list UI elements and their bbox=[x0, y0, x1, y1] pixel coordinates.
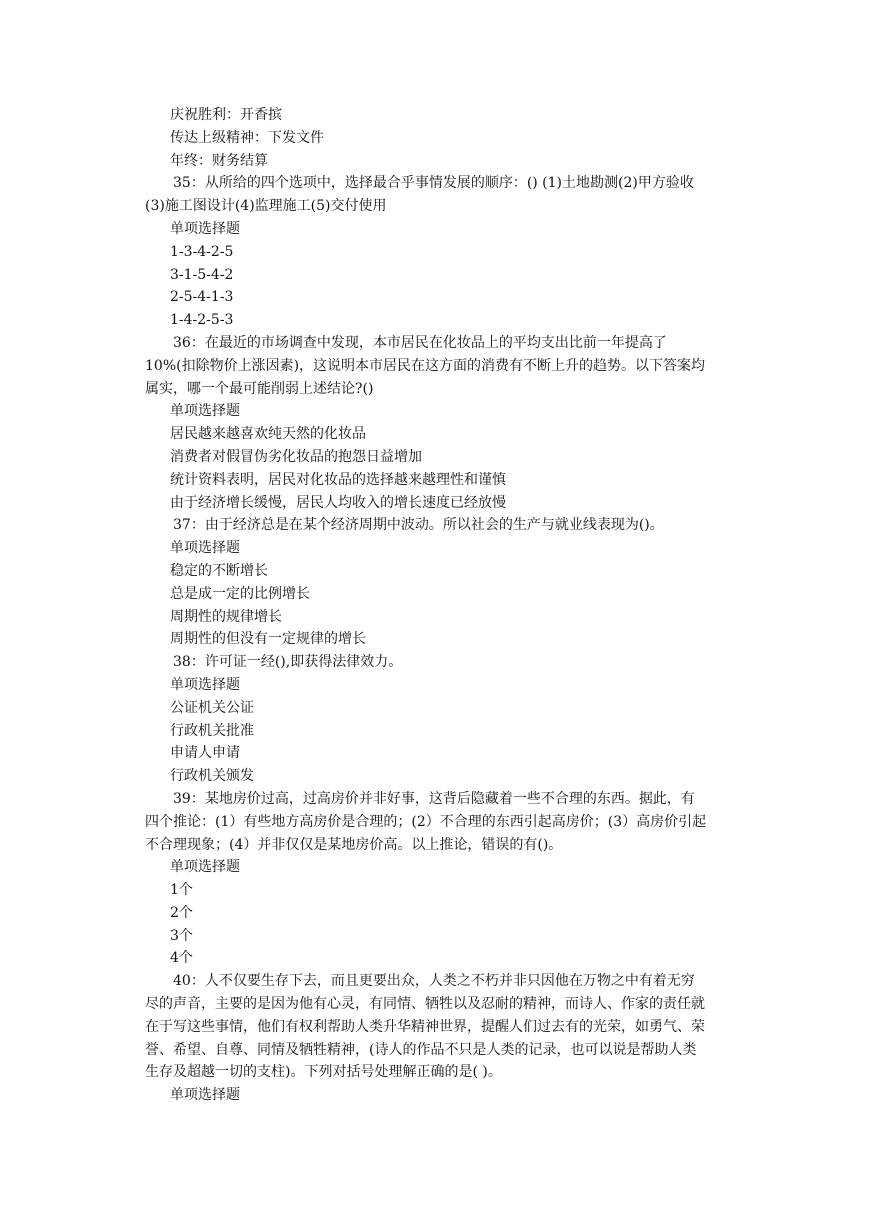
option: 申请人申请 bbox=[170, 745, 240, 762]
option: 1个 bbox=[170, 882, 193, 899]
option: 稳定的不断增长 bbox=[170, 562, 268, 579]
option: 3-1-5-4-2 bbox=[170, 266, 234, 283]
option: 总是成一定的比例增长 bbox=[170, 585, 310, 602]
intro-line: 传达上级精神：下发文件 bbox=[170, 129, 324, 146]
question-stem: 不合理现象；(4）并非仅仅是某地房价高。以上推论，错误的有()。 bbox=[145, 836, 563, 853]
question-stem: 10%(扣除物价上涨因素)，这说明本市居民在这方面的消费有不断上升的趋势。以下答案均 bbox=[145, 357, 706, 374]
question-type: 单项选择题 bbox=[170, 1087, 240, 1104]
question-stem: 四个推论：(1）有些地方高房价是合理的；(2）不合理的东西引起高房价；(3）高房价引起 bbox=[145, 813, 707, 830]
option: 消费者对假冒伪劣化妆品的抱怨日益增加 bbox=[170, 448, 422, 465]
question-39 bbox=[145, 788, 725, 970]
question-35 bbox=[145, 172, 725, 332]
intro-line: 年终：财务结算 bbox=[170, 152, 268, 169]
question-type: 单项选择题 bbox=[170, 540, 240, 557]
question-type: 单项选择题 bbox=[170, 676, 240, 693]
question-stem: 尽的声音，主要的是因为他有心灵，有同情、牺牲以及忍耐的精神，而诗人、作家的责任就 bbox=[145, 996, 705, 1013]
question-stem: 40：人不仅要生存下去，而且更要出众，人类之不朽并非只因他在万物之中有着无穷 bbox=[173, 973, 695, 990]
question-stem: 36：在最近的市场调查中发现，本市居民在化妆品上的平均支出比前一年提高了 bbox=[173, 334, 667, 351]
question-37 bbox=[145, 514, 725, 651]
question-40 bbox=[145, 970, 725, 1107]
option: 统计资料表明，居民对化妆品的选择越来越理性和谨慎 bbox=[170, 471, 506, 488]
option: 公证机关公证 bbox=[170, 699, 254, 716]
question-stem: 37：由于经济总是在某个经济周期中波动。所以社会的生产与就业线表现为()。 bbox=[173, 517, 664, 534]
option: 2-5-4-1-3 bbox=[170, 289, 234, 306]
question-stem: (3)施工图设计(4)监理施工(5)交付使用 bbox=[145, 198, 387, 215]
option: 行政机关颁发 bbox=[170, 768, 254, 785]
question-stem: 38：许可证一经(),即获得法律效力。 bbox=[173, 654, 403, 671]
option: 行政机关批准 bbox=[170, 722, 254, 739]
question-38 bbox=[145, 651, 725, 788]
option: 由于经济增长缓慢，居民人均收入的增长速度已经放慢 bbox=[170, 494, 506, 511]
question-stem: 35：从所给的四个选项中，选择最合乎事情发展的顺序：() (1)土地勘测(2)甲方验收 bbox=[173, 175, 694, 192]
option: 周期性的但没有一定规律的增长 bbox=[170, 631, 366, 648]
question-type: 单项选择题 bbox=[170, 859, 240, 876]
option: 3个 bbox=[170, 927, 193, 944]
option: 居民越来越喜欢纯天然的化妆品 bbox=[170, 426, 366, 443]
question-type: 单项选择题 bbox=[170, 220, 240, 237]
option: 4个 bbox=[170, 950, 193, 967]
question-stem: 属实，哪一个最可能削弱上述结论?() bbox=[145, 380, 374, 397]
option: 1-4-2-5-3 bbox=[170, 312, 234, 329]
document-body bbox=[145, 104, 725, 1107]
question-type: 单项选择题 bbox=[170, 403, 240, 420]
question-stem: 39：某地房价过高，过高房价并非好事，这背后隐藏着一些不合理的东西。据此，有 bbox=[173, 790, 695, 807]
question-36 bbox=[145, 332, 725, 514]
question-stem: 在于写这些事情，他们有权利帮助人类升华精神世界，提醒人们过去有的光荣，如勇气、荣 bbox=[145, 1018, 705, 1035]
question-stem: 誉、希望、自尊、同情及牺牲精神，(诗人的作品不只是人类的记录，也可以说是帮助人类 bbox=[145, 1041, 697, 1058]
option: 2个 bbox=[170, 904, 193, 921]
intro-line: 庆祝胜利：开香摈 bbox=[170, 107, 282, 123]
option: 周期性的规律增长 bbox=[170, 608, 282, 625]
option: 1-3-4-2-5 bbox=[170, 243, 234, 260]
question-stem: 生存及超越一切的支柱)。下列对括号处理解正确的是( )。 bbox=[145, 1064, 502, 1081]
